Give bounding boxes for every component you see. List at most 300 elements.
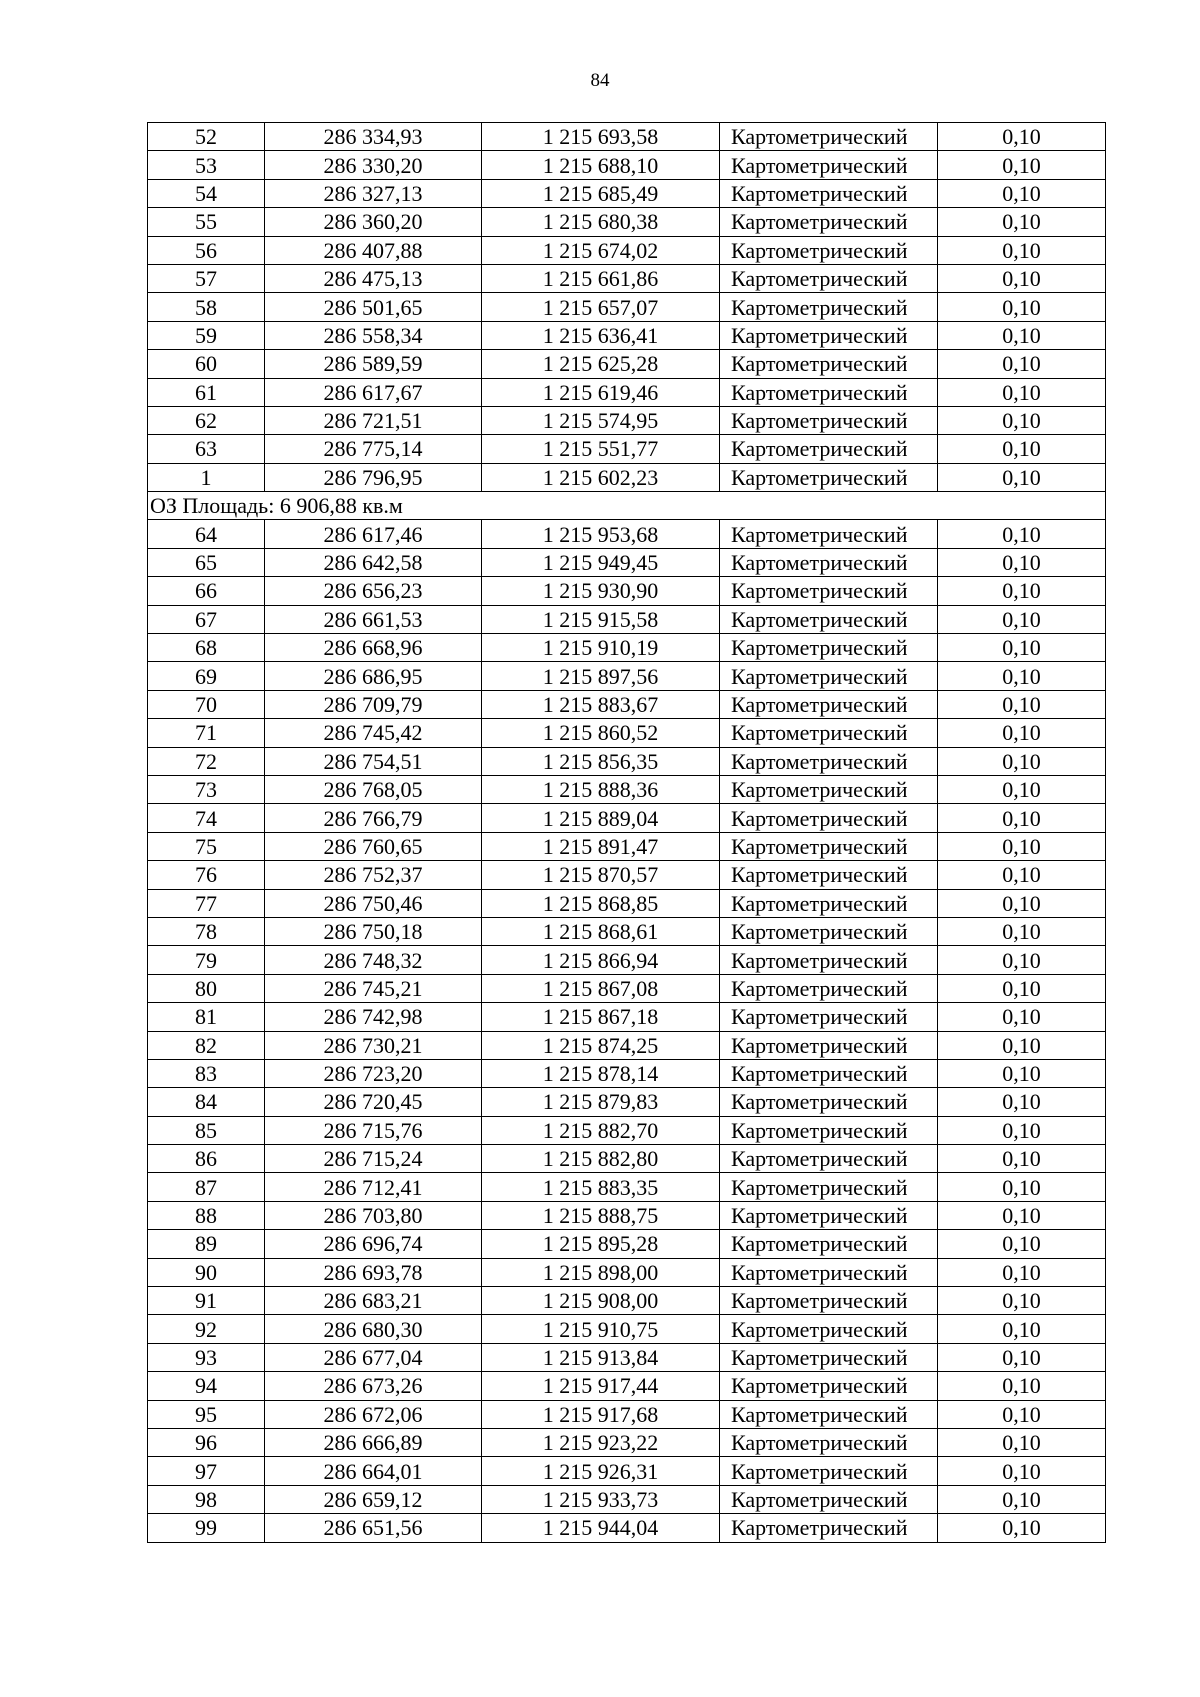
point-number-cell: 77 — [148, 889, 265, 917]
x-coordinate-cell: 286 668,96 — [265, 634, 482, 662]
y-coordinate-cell: 1 215 908,00 — [482, 1287, 720, 1315]
x-coordinate-cell: 286 673,26 — [265, 1372, 482, 1400]
y-coordinate-cell: 1 215 883,35 — [482, 1173, 720, 1201]
table-row — [148, 1315, 1106, 1343]
y-coordinate-cell: 1 215 625,28 — [482, 350, 720, 378]
y-coordinate-cell: 1 215 953,68 — [482, 520, 720, 548]
point-number-cell: 58 — [148, 293, 265, 321]
method-cell: Картометрический — [720, 889, 938, 917]
table-row — [148, 264, 1106, 292]
point-number-cell: 95 — [148, 1400, 265, 1428]
point-number-cell: 92 — [148, 1315, 265, 1343]
y-coordinate-cell: 1 215 685,49 — [482, 179, 720, 207]
method-cell: Картометрический — [720, 1287, 938, 1315]
method-cell: Картометрический — [720, 1059, 938, 1087]
y-coordinate-cell: 1 215 619,46 — [482, 378, 720, 406]
method-cell: Картометрический — [720, 293, 938, 321]
accuracy-cell: 0,10 — [938, 1457, 1106, 1485]
point-number-cell: 82 — [148, 1031, 265, 1059]
accuracy-cell: 0,10 — [938, 1145, 1106, 1173]
x-coordinate-cell: 286 334,93 — [265, 123, 482, 151]
accuracy-cell: 0,10 — [938, 151, 1106, 179]
accuracy-cell: 0,10 — [938, 832, 1106, 860]
point-number-cell: 87 — [148, 1173, 265, 1201]
y-coordinate-cell: 1 215 874,25 — [482, 1031, 720, 1059]
point-number-cell: 90 — [148, 1258, 265, 1286]
page-number: 84 — [590, 70, 610, 91]
table-row — [148, 917, 1106, 945]
x-coordinate-cell: 286 617,67 — [265, 378, 482, 406]
x-coordinate-cell: 286 709,79 — [265, 690, 482, 718]
accuracy-cell: 0,10 — [938, 634, 1106, 662]
point-number-cell: 83 — [148, 1059, 265, 1087]
x-coordinate-cell: 286 360,20 — [265, 208, 482, 236]
method-cell: Картометрический — [720, 1088, 938, 1116]
point-number-cell: 68 — [148, 634, 265, 662]
point-number-cell: 79 — [148, 946, 265, 974]
section-header-row — [148, 492, 1106, 520]
method-cell: Картометрический — [720, 662, 938, 690]
method-cell: Картометрический — [720, 1173, 938, 1201]
y-coordinate-cell: 1 215 895,28 — [482, 1230, 720, 1258]
point-number-cell: 60 — [148, 350, 265, 378]
accuracy-cell: 0,10 — [938, 1428, 1106, 1456]
table-row — [148, 378, 1106, 406]
method-cell: Картометрический — [720, 719, 938, 747]
y-coordinate-cell: 1 215 856,35 — [482, 747, 720, 775]
table-row — [148, 747, 1106, 775]
point-number-cell: 97 — [148, 1457, 265, 1485]
table-row — [148, 974, 1106, 1002]
accuracy-cell: 0,10 — [938, 775, 1106, 803]
accuracy-cell: 0,10 — [938, 889, 1106, 917]
table-row — [148, 520, 1106, 548]
point-number-cell: 75 — [148, 832, 265, 860]
accuracy-cell: 0,10 — [938, 548, 1106, 576]
accuracy-cell: 0,10 — [938, 1230, 1106, 1258]
accuracy-cell: 0,10 — [938, 1116, 1106, 1144]
point-number-cell: 59 — [148, 321, 265, 349]
point-number-cell: 74 — [148, 804, 265, 832]
y-coordinate-cell: 1 215 860,52 — [482, 719, 720, 747]
point-number-cell: 67 — [148, 605, 265, 633]
x-coordinate-cell: 286 501,65 — [265, 293, 482, 321]
x-coordinate-cell: 286 693,78 — [265, 1258, 482, 1286]
x-coordinate-cell: 286 656,23 — [265, 577, 482, 605]
point-number-cell: 56 — [148, 236, 265, 264]
table-row — [148, 1116, 1106, 1144]
y-coordinate-cell: 1 215 870,57 — [482, 861, 720, 889]
accuracy-cell: 0,10 — [938, 350, 1106, 378]
y-coordinate-cell: 1 215 868,85 — [482, 889, 720, 917]
point-number-cell: 98 — [148, 1485, 265, 1513]
x-coordinate-cell: 286 666,89 — [265, 1428, 482, 1456]
table-row — [148, 1088, 1106, 1116]
point-number-cell: 54 — [148, 179, 265, 207]
table-row — [148, 804, 1106, 832]
method-cell: Картометрический — [720, 520, 938, 548]
table-row — [148, 1485, 1106, 1513]
method-cell: Картометрический — [720, 974, 938, 1002]
y-coordinate-cell: 1 215 878,14 — [482, 1059, 720, 1087]
y-coordinate-cell: 1 215 913,84 — [482, 1343, 720, 1371]
x-coordinate-cell: 286 754,51 — [265, 747, 482, 775]
y-coordinate-cell: 1 215 944,04 — [482, 1514, 720, 1542]
method-cell: Картометрический — [720, 208, 938, 236]
method-cell: Картометрический — [720, 406, 938, 434]
x-coordinate-cell: 286 589,59 — [265, 350, 482, 378]
point-number-cell: 96 — [148, 1428, 265, 1456]
method-cell: Картометрический — [720, 1428, 938, 1456]
table-row — [148, 1003, 1106, 1031]
y-coordinate-cell: 1 215 883,67 — [482, 690, 720, 718]
table-row — [148, 662, 1106, 690]
point-number-cell: 55 — [148, 208, 265, 236]
point-number-cell: 53 — [148, 151, 265, 179]
accuracy-cell: 0,10 — [938, 1485, 1106, 1513]
method-cell: Картометрический — [720, 463, 938, 491]
y-coordinate-cell: 1 215 636,41 — [482, 321, 720, 349]
method-cell: Картометрический — [720, 1400, 938, 1428]
method-cell: Картометрический — [720, 264, 938, 292]
table-row — [148, 293, 1106, 321]
table-row — [148, 179, 1106, 207]
accuracy-cell: 0,10 — [938, 974, 1106, 1002]
point-number-cell: 64 — [148, 520, 265, 548]
x-coordinate-cell: 286 664,01 — [265, 1457, 482, 1485]
method-cell: Картометрический — [720, 1116, 938, 1144]
table-row — [148, 889, 1106, 917]
table-row — [148, 208, 1106, 236]
accuracy-cell: 0,10 — [938, 378, 1106, 406]
accuracy-cell: 0,10 — [938, 1343, 1106, 1371]
method-cell: Картометрический — [720, 123, 938, 151]
accuracy-cell: 0,10 — [938, 1400, 1106, 1428]
method-cell: Картометрический — [720, 236, 938, 264]
accuracy-cell: 0,10 — [938, 208, 1106, 236]
table-row — [148, 946, 1106, 974]
x-coordinate-cell: 286 750,18 — [265, 917, 482, 945]
point-number-cell: 65 — [148, 548, 265, 576]
x-coordinate-cell: 286 742,98 — [265, 1003, 482, 1031]
method-cell: Картометрический — [720, 1145, 938, 1173]
accuracy-cell: 0,10 — [938, 861, 1106, 889]
x-coordinate-cell: 286 661,53 — [265, 605, 482, 633]
method-cell: Картометрический — [720, 804, 938, 832]
y-coordinate-cell: 1 215 674,02 — [482, 236, 720, 264]
table-row — [148, 350, 1106, 378]
accuracy-cell: 0,10 — [938, 946, 1106, 974]
y-coordinate-cell: 1 215 574,95 — [482, 406, 720, 434]
method-cell: Картометрический — [720, 1485, 938, 1513]
point-number-cell: 73 — [148, 775, 265, 803]
point-number-cell: 88 — [148, 1201, 265, 1229]
y-coordinate-cell: 1 215 891,47 — [482, 832, 720, 860]
point-number-cell: 81 — [148, 1003, 265, 1031]
x-coordinate-cell: 286 712,41 — [265, 1173, 482, 1201]
section-header-empty — [720, 492, 1106, 520]
x-coordinate-cell: 286 672,06 — [265, 1400, 482, 1428]
y-coordinate-cell: 1 215 868,61 — [482, 917, 720, 945]
x-coordinate-cell: 286 715,24 — [265, 1145, 482, 1173]
method-cell: Картометрический — [720, 179, 938, 207]
point-number-cell: 69 — [148, 662, 265, 690]
x-coordinate-cell: 286 723,20 — [265, 1059, 482, 1087]
accuracy-cell: 0,10 — [938, 1287, 1106, 1315]
y-coordinate-cell: 1 215 879,83 — [482, 1088, 720, 1116]
x-coordinate-cell: 286 683,21 — [265, 1287, 482, 1315]
point-number-cell: 1 — [148, 463, 265, 491]
table-row — [148, 1372, 1106, 1400]
table-row — [148, 435, 1106, 463]
y-coordinate-cell: 1 215 867,18 — [482, 1003, 720, 1031]
y-coordinate-cell: 1 215 551,77 — [482, 435, 720, 463]
point-number-cell: 66 — [148, 577, 265, 605]
table-row — [148, 123, 1106, 151]
table-row — [148, 1173, 1106, 1201]
x-coordinate-cell: 286 686,95 — [265, 662, 482, 690]
point-number-cell: 78 — [148, 917, 265, 945]
point-number-cell: 84 — [148, 1088, 265, 1116]
point-number-cell: 76 — [148, 861, 265, 889]
y-coordinate-cell: 1 215 882,80 — [482, 1145, 720, 1173]
x-coordinate-cell: 286 617,46 — [265, 520, 482, 548]
accuracy-cell: 0,10 — [938, 179, 1106, 207]
method-cell: Картометрический — [720, 1003, 938, 1031]
method-cell: Картометрический — [720, 747, 938, 775]
accuracy-cell: 0,10 — [938, 1031, 1106, 1059]
accuracy-cell: 0,10 — [938, 804, 1106, 832]
point-number-cell: 72 — [148, 747, 265, 775]
point-number-cell: 57 — [148, 264, 265, 292]
accuracy-cell: 0,10 — [938, 662, 1106, 690]
x-coordinate-cell: 286 330,20 — [265, 151, 482, 179]
method-cell: Картометрический — [720, 1514, 938, 1542]
coordinates-table — [147, 122, 1106, 1543]
accuracy-cell: 0,10 — [938, 1173, 1106, 1201]
table-row — [148, 1258, 1106, 1286]
x-coordinate-cell: 286 720,45 — [265, 1088, 482, 1116]
y-coordinate-cell: 1 215 661,86 — [482, 264, 720, 292]
y-coordinate-cell: 1 215 949,45 — [482, 548, 720, 576]
accuracy-cell: 0,10 — [938, 690, 1106, 718]
table-row — [148, 719, 1106, 747]
table-row — [148, 577, 1106, 605]
table-row — [148, 548, 1106, 576]
x-coordinate-cell: 286 475,13 — [265, 264, 482, 292]
x-coordinate-cell: 286 752,37 — [265, 861, 482, 889]
table-row — [148, 463, 1106, 491]
x-coordinate-cell: 286 558,34 — [265, 321, 482, 349]
table-row — [148, 1059, 1106, 1087]
accuracy-cell: 0,10 — [938, 1059, 1106, 1087]
method-cell: Картометрический — [720, 917, 938, 945]
table-row — [148, 690, 1106, 718]
x-coordinate-cell: 286 680,30 — [265, 1315, 482, 1343]
method-cell: Картометрический — [720, 321, 938, 349]
y-coordinate-cell: 1 215 657,07 — [482, 293, 720, 321]
table-row — [148, 321, 1106, 349]
y-coordinate-cell: 1 215 930,90 — [482, 577, 720, 605]
method-cell: Картометрический — [720, 378, 938, 406]
accuracy-cell: 0,10 — [938, 747, 1106, 775]
method-cell: Картометрический — [720, 605, 938, 633]
table-row — [148, 1287, 1106, 1315]
table-row — [148, 605, 1106, 633]
table-row — [148, 1201, 1106, 1229]
x-coordinate-cell: 286 745,42 — [265, 719, 482, 747]
method-cell: Картометрический — [720, 1457, 938, 1485]
y-coordinate-cell: 1 215 897,56 — [482, 662, 720, 690]
method-cell: Картометрический — [720, 1031, 938, 1059]
table-row — [148, 1457, 1106, 1485]
accuracy-cell: 0,10 — [938, 1315, 1106, 1343]
table-row — [148, 1031, 1106, 1059]
x-coordinate-cell: 286 703,80 — [265, 1201, 482, 1229]
method-cell: Картометрический — [720, 1372, 938, 1400]
method-cell: Картометрический — [720, 775, 938, 803]
point-number-cell: 71 — [148, 719, 265, 747]
table-row — [148, 1230, 1106, 1258]
y-coordinate-cell: 1 215 866,94 — [482, 946, 720, 974]
y-coordinate-cell: 1 215 923,22 — [482, 1428, 720, 1456]
accuracy-cell: 0,10 — [938, 605, 1106, 633]
x-coordinate-cell: 286 642,58 — [265, 548, 482, 576]
x-coordinate-cell: 286 796,95 — [265, 463, 482, 491]
table-row — [148, 1400, 1106, 1428]
table-row — [148, 832, 1106, 860]
x-coordinate-cell: 286 696,74 — [265, 1230, 482, 1258]
x-coordinate-cell: 286 768,05 — [265, 775, 482, 803]
accuracy-cell: 0,10 — [938, 236, 1106, 264]
point-number-cell: 70 — [148, 690, 265, 718]
y-coordinate-cell: 1 215 889,04 — [482, 804, 720, 832]
x-coordinate-cell: 286 721,51 — [265, 406, 482, 434]
method-cell: Картометрический — [720, 548, 938, 576]
point-number-cell: 99 — [148, 1514, 265, 1542]
y-coordinate-cell: 1 215 910,19 — [482, 634, 720, 662]
y-coordinate-cell: 1 215 867,08 — [482, 974, 720, 1002]
x-coordinate-cell: 286 407,88 — [265, 236, 482, 264]
table-row — [148, 1343, 1106, 1371]
accuracy-cell: 0,10 — [938, 1258, 1106, 1286]
x-coordinate-cell: 286 766,79 — [265, 804, 482, 832]
method-cell: Картометрический — [720, 1258, 938, 1286]
point-number-cell: 61 — [148, 378, 265, 406]
table-row — [148, 236, 1106, 264]
method-cell: Картометрический — [720, 1230, 938, 1258]
method-cell: Картометрический — [720, 946, 938, 974]
y-coordinate-cell: 1 215 898,00 — [482, 1258, 720, 1286]
point-number-cell: 62 — [148, 406, 265, 434]
table-row — [148, 861, 1106, 889]
x-coordinate-cell: 286 715,76 — [265, 1116, 482, 1144]
accuracy-cell: 0,10 — [938, 123, 1106, 151]
accuracy-cell: 0,10 — [938, 577, 1106, 605]
method-cell: Картометрический — [720, 577, 938, 605]
method-cell: Картометрический — [720, 861, 938, 889]
point-number-cell: 85 — [148, 1116, 265, 1144]
x-coordinate-cell: 286 651,56 — [265, 1514, 482, 1542]
point-number-cell: 89 — [148, 1230, 265, 1258]
table-row — [148, 775, 1106, 803]
method-cell: Картометрический — [720, 1343, 938, 1371]
method-cell: Картометрический — [720, 350, 938, 378]
accuracy-cell: 0,10 — [938, 1514, 1106, 1542]
point-number-cell: 86 — [148, 1145, 265, 1173]
point-number-cell: 94 — [148, 1372, 265, 1400]
accuracy-cell: 0,10 — [938, 321, 1106, 349]
x-coordinate-cell: 286 750,46 — [265, 889, 482, 917]
accuracy-cell: 0,10 — [938, 1201, 1106, 1229]
accuracy-cell: 0,10 — [938, 406, 1106, 434]
accuracy-cell: 0,10 — [938, 520, 1106, 548]
accuracy-cell: 0,10 — [938, 293, 1106, 321]
point-number-cell: 63 — [148, 435, 265, 463]
y-coordinate-cell: 1 215 688,10 — [482, 151, 720, 179]
y-coordinate-cell: 1 215 602,23 — [482, 463, 720, 491]
y-coordinate-cell: 1 215 888,75 — [482, 1201, 720, 1229]
section-header: ОЗ Площадь: 6 906,88 кв.м — [148, 492, 720, 520]
accuracy-cell: 0,10 — [938, 463, 1106, 491]
y-coordinate-cell: 1 215 917,44 — [482, 1372, 720, 1400]
y-coordinate-cell: 1 215 680,38 — [482, 208, 720, 236]
accuracy-cell: 0,10 — [938, 1372, 1106, 1400]
y-coordinate-cell: 1 215 926,31 — [482, 1457, 720, 1485]
table-row — [148, 634, 1106, 662]
method-cell: Картометрический — [720, 1315, 938, 1343]
point-number-cell: 80 — [148, 974, 265, 1002]
accuracy-cell: 0,10 — [938, 1003, 1106, 1031]
point-number-cell: 91 — [148, 1287, 265, 1315]
x-coordinate-cell: 286 327,13 — [265, 179, 482, 207]
x-coordinate-cell: 286 760,65 — [265, 832, 482, 860]
method-cell: Картометрический — [720, 634, 938, 662]
table-row — [148, 1514, 1106, 1542]
method-cell: Картометрический — [720, 1201, 938, 1229]
y-coordinate-cell: 1 215 917,68 — [482, 1400, 720, 1428]
accuracy-cell: 0,10 — [938, 1088, 1106, 1116]
y-coordinate-cell: 1 215 882,70 — [482, 1116, 720, 1144]
y-coordinate-cell: 1 215 888,36 — [482, 775, 720, 803]
coordinates-table-body — [148, 123, 1106, 1543]
accuracy-cell: 0,10 — [938, 435, 1106, 463]
table-row — [148, 1145, 1106, 1173]
point-number-cell: 93 — [148, 1343, 265, 1371]
y-coordinate-cell: 1 215 910,75 — [482, 1315, 720, 1343]
x-coordinate-cell: 286 677,04 — [265, 1343, 482, 1371]
method-cell: Картометрический — [720, 832, 938, 860]
table-row — [148, 151, 1106, 179]
x-coordinate-cell: 286 745,21 — [265, 974, 482, 1002]
accuracy-cell: 0,10 — [938, 719, 1106, 747]
table-row — [148, 406, 1106, 434]
table-row — [148, 1428, 1106, 1456]
y-coordinate-cell: 1 215 915,58 — [482, 605, 720, 633]
accuracy-cell: 0,10 — [938, 264, 1106, 292]
x-coordinate-cell: 286 730,21 — [265, 1031, 482, 1059]
x-coordinate-cell: 286 659,12 — [265, 1485, 482, 1513]
method-cell: Картометрический — [720, 690, 938, 718]
x-coordinate-cell: 286 775,14 — [265, 435, 482, 463]
method-cell: Картометрический — [720, 435, 938, 463]
method-cell: Картометрический — [720, 151, 938, 179]
y-coordinate-cell: 1 215 693,58 — [482, 123, 720, 151]
x-coordinate-cell: 286 748,32 — [265, 946, 482, 974]
accuracy-cell: 0,10 — [938, 917, 1106, 945]
point-number-cell: 52 — [148, 123, 265, 151]
y-coordinate-cell: 1 215 933,73 — [482, 1485, 720, 1513]
